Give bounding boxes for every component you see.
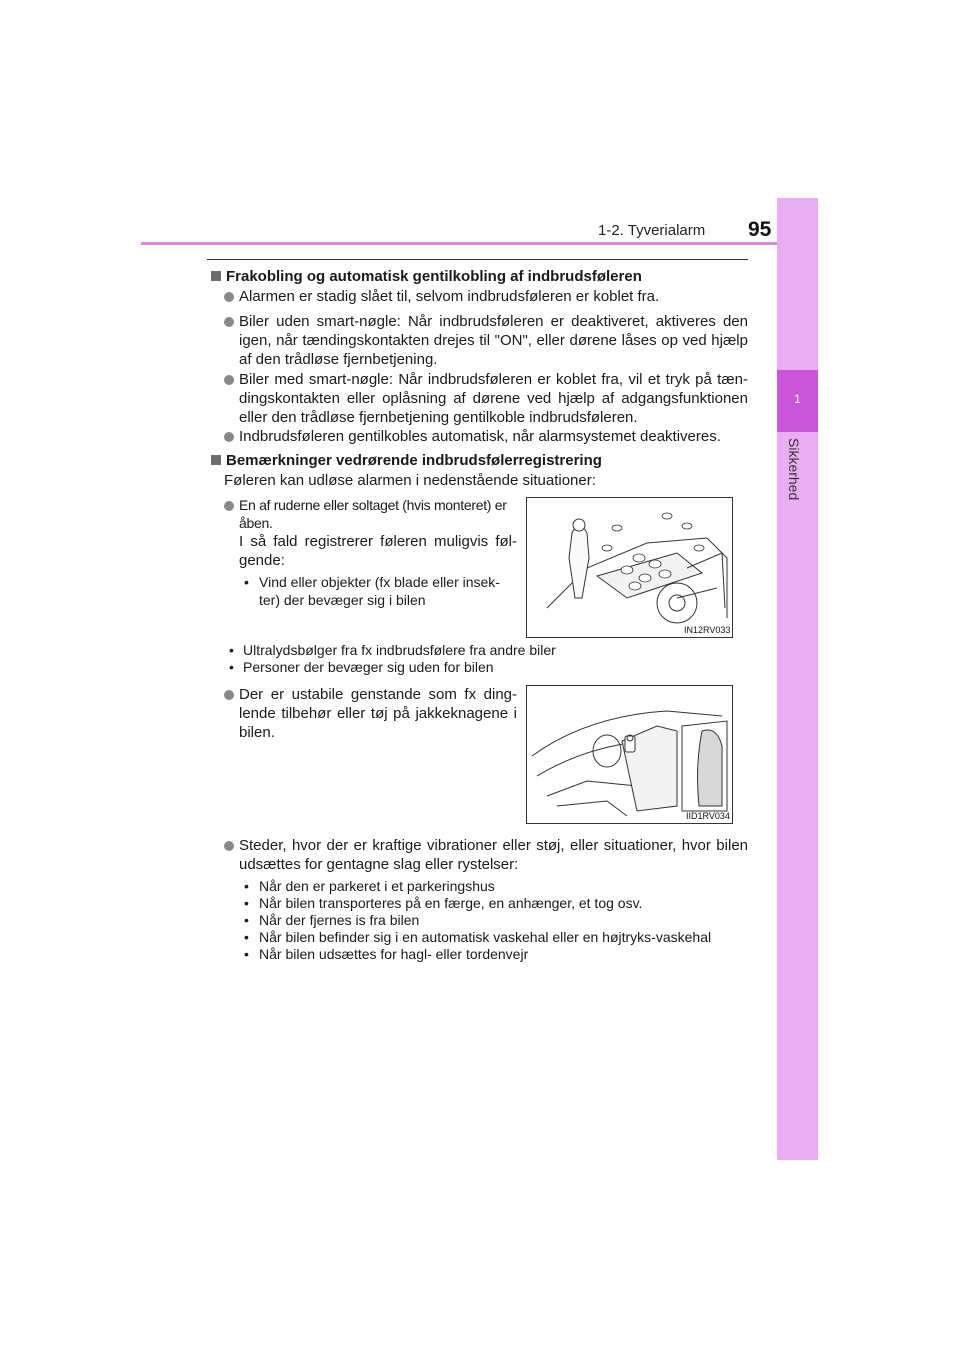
figure-code: IID1RV034 xyxy=(686,811,730,821)
section-title: 1-2. Tyverialarm xyxy=(598,222,706,239)
bullet1-more-2: Personer der bevæger sig uden for bilen xyxy=(243,659,494,675)
square-bullet-icon xyxy=(211,455,221,465)
figure-car-interior xyxy=(526,685,733,824)
section1-bullet-1: Alarmen er stadig slået til, selvom indbrudsføleren er koblet fra. xyxy=(239,288,660,305)
section1-bullet-4: Indbrudsføleren gentilkobles automatisk, når alarmsystemet deaktiveres. xyxy=(239,428,721,445)
bullet3-text: Steder, hvor der er kraftige vibrationer eller støj, eller situationer, hvor bilen udsættes for gentagne slag eller rystelser: xyxy=(239,837,748,873)
section2-heading: Bemærkninger vedrørende indbrudsfølerregistrering xyxy=(211,451,751,470)
sub-bullet-icon: • xyxy=(229,642,234,658)
bullet-icon xyxy=(224,432,234,442)
chapter-title: Sikkerhed xyxy=(786,438,802,501)
bullet3-sub-3: Når der fjernes is fra bilen xyxy=(259,912,420,928)
bullet-icon xyxy=(224,317,234,327)
page-number: 95 xyxy=(748,218,772,241)
section1-heading: Frakobling og automatisk gentilkobling af indbrudsføleren xyxy=(211,267,751,286)
section1-bullet-3: Biler med smart-nøgle: Når indbrudsføleren er koblet fra, vil et tryk på tæn- dingskontakten eller oplåsning af dørene ved hjælp af adgangsfunktionen eller den trådløse fjernbetjening gentilkoble indbrudsføleren. xyxy=(239,371,748,426)
bullet1-line2: I så fald registrerer føleren muligvis føl- gende: xyxy=(239,533,517,569)
bullet-icon xyxy=(224,375,234,385)
sub-bullet-icon: • xyxy=(244,895,249,911)
bullet-icon xyxy=(224,841,234,851)
sub-bullet-icon: • xyxy=(244,929,249,945)
bullet3-sub-1: Når den er parkeret i et parkeringshus xyxy=(259,878,495,894)
sub-bullet-icon: • xyxy=(244,946,249,962)
section1-bullet-2: Biler uden smart-nøgle: Når indbrudsføleren er deaktiveret, aktiveres den igen, når tændingskontakten drejes til "ON", eller dørene låses op ved hjælp af den trådløse fjernbetjening. xyxy=(239,313,748,368)
content-top-rule xyxy=(207,259,748,260)
bullet3-sub-5: Når bilen udsættes for hagl- eller tordenvejr xyxy=(259,946,529,962)
figure-open-sunroof xyxy=(526,497,733,638)
header-divider xyxy=(141,242,818,245)
chapter-side-tab xyxy=(777,198,818,1160)
bullet3-sub-4: Når bilen befinder sig i en automatisk vaskehal eller en højtryks-vaskehal xyxy=(259,929,712,945)
section2-intro: Føleren kan udløse alarmen i nedenstående situationer: xyxy=(224,472,596,489)
bullet2-text: Der er ustabile genstande som fx ding- lende tilbehør eller tøj på jakkeknagene i bilen. xyxy=(239,686,517,741)
car-sunroof-illustration xyxy=(527,498,732,637)
bullet-icon xyxy=(224,292,234,302)
chapter-number: 1 xyxy=(794,392,801,406)
bullet3-sub-2: Når bilen transporteres på en færge, en anhænger, et tog osv. xyxy=(259,895,643,911)
sub-bullet-icon: • xyxy=(244,878,249,894)
figure-code: IN12RV033 xyxy=(684,625,731,635)
bullet1-line1: En af ruderne eller soltaget (hvis monteret) er åben. xyxy=(239,497,507,531)
sub-bullet-icon: • xyxy=(244,574,249,590)
sub-bullet-icon: • xyxy=(229,659,234,675)
bullet-icon xyxy=(224,690,234,700)
bullet1-sub: Vind eller objekter (fx blade eller insek- ter) der bevæger sig i bilen xyxy=(259,574,500,608)
square-bullet-icon xyxy=(211,271,221,281)
car-interior-illustration xyxy=(527,686,732,823)
bullet-icon xyxy=(224,501,234,511)
bullet1-more-1: Ultralydsbølger fra fx indbrudsfølere fra andre biler xyxy=(243,642,556,658)
sub-bullet-icon: • xyxy=(244,912,249,928)
